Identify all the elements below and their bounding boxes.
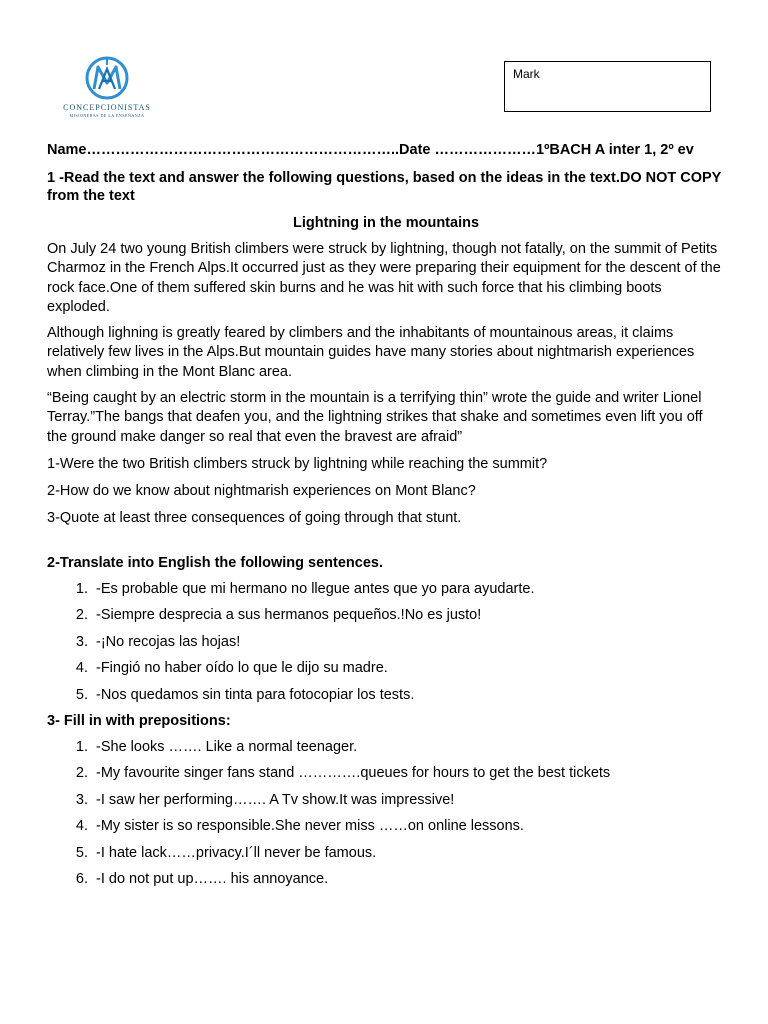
list-item: 2. -My favourite singer fans stand ………….queues for hours to get the best tickets (92, 764, 725, 782)
section2-title: 2-Translate into English the following sentences. (47, 554, 383, 571)
section3-title: 3- Fill in with prepositions: (47, 712, 231, 729)
reading-title: Lightning in the mountains (292, 215, 480, 231)
reading-paragraph-3: “Being caught by an electric storm in the mountain is a terrifying thin” wrote the guide and writer Lionel Terray.”The bangs that deafen you, and the lightning strikes that shake and sometimes even lift you off the ground make danger so real that even the bravest are afraid” (47, 390, 703, 445)
list-item: 4. -Fingió no haber oído lo que le dijo su madre. (92, 659, 725, 677)
translation-list (47, 580, 725, 704)
list-item: 5. -Nos quedamos sin tinta para fotocopiar los tests. (92, 686, 725, 704)
list-item: 3. -I saw her performing……. A Tv show.It was impressive! (92, 791, 725, 809)
logo-text: CONCEPCIONISTAS (63, 103, 151, 112)
list-item: 4. -My sister is so responsible.She never miss ……on online lessons. (92, 817, 725, 835)
reading-paragraph-1: On July 24 two young British climbers were struck by lightning, though not fatally, on the summit of Petits Charmoz in the French Alps.It occurred just as they were preparing their equipment for the descent of the rock face.One of them suffered skin burns and he was hit with such force that his climbing boots exploded. (47, 241, 721, 315)
question-3: 3-Quote at least three consequences of going through that stunt. (47, 509, 462, 526)
worksheet-content (47, 141, 725, 888)
section1-instruction: 1 -Read the text and answer the following questions, based on the ideas in the text.DO NOT COPY from the text (47, 170, 722, 204)
question-1: 1-Were the two British climbers struck by lightning while reaching the summit? (47, 455, 548, 472)
list-item: 1. -Es probable que mi hermano no llegue antes que yo para ayudarte. (92, 580, 725, 598)
list-item: 1. -She looks ……. Like a normal teenager. (92, 738, 725, 756)
list-item: 2. -Siempre desprecia a sus hermanos pequeños.!No es justo! (92, 606, 725, 624)
school-logo (48, 55, 166, 125)
name-date-line: Name………………………………………………………..Date …………………1ºBACH A inter 1, 2º ev (47, 142, 694, 158)
list-item: 3. -¡No recojas las hojas! (92, 633, 725, 651)
prepositions-list (47, 738, 725, 889)
logo-emblem-icon (48, 55, 166, 103)
list-item: 6. -I do not put up……. his annoyance. (92, 870, 725, 888)
logo-subtext: MISIONERAS DE LA ENSEÑANZA (69, 113, 145, 118)
mark-box[interactable] (504, 61, 711, 112)
mark-label: Mark (513, 67, 540, 81)
list-item: 5. -I hate lack……privacy.I´ll never be famous. (92, 844, 725, 862)
question-2: 2-How do we know about nightmarish experiences on Mont Blanc? (47, 482, 476, 499)
reading-paragraph-2: Although lighning is greatly feared by climbers and the inhabitants of mountainous areas, it claims relatively few lives in the Alps.But mountain guides have many stories about nightmarish experiences when climbing in the Mont Blanc area. (47, 325, 695, 380)
